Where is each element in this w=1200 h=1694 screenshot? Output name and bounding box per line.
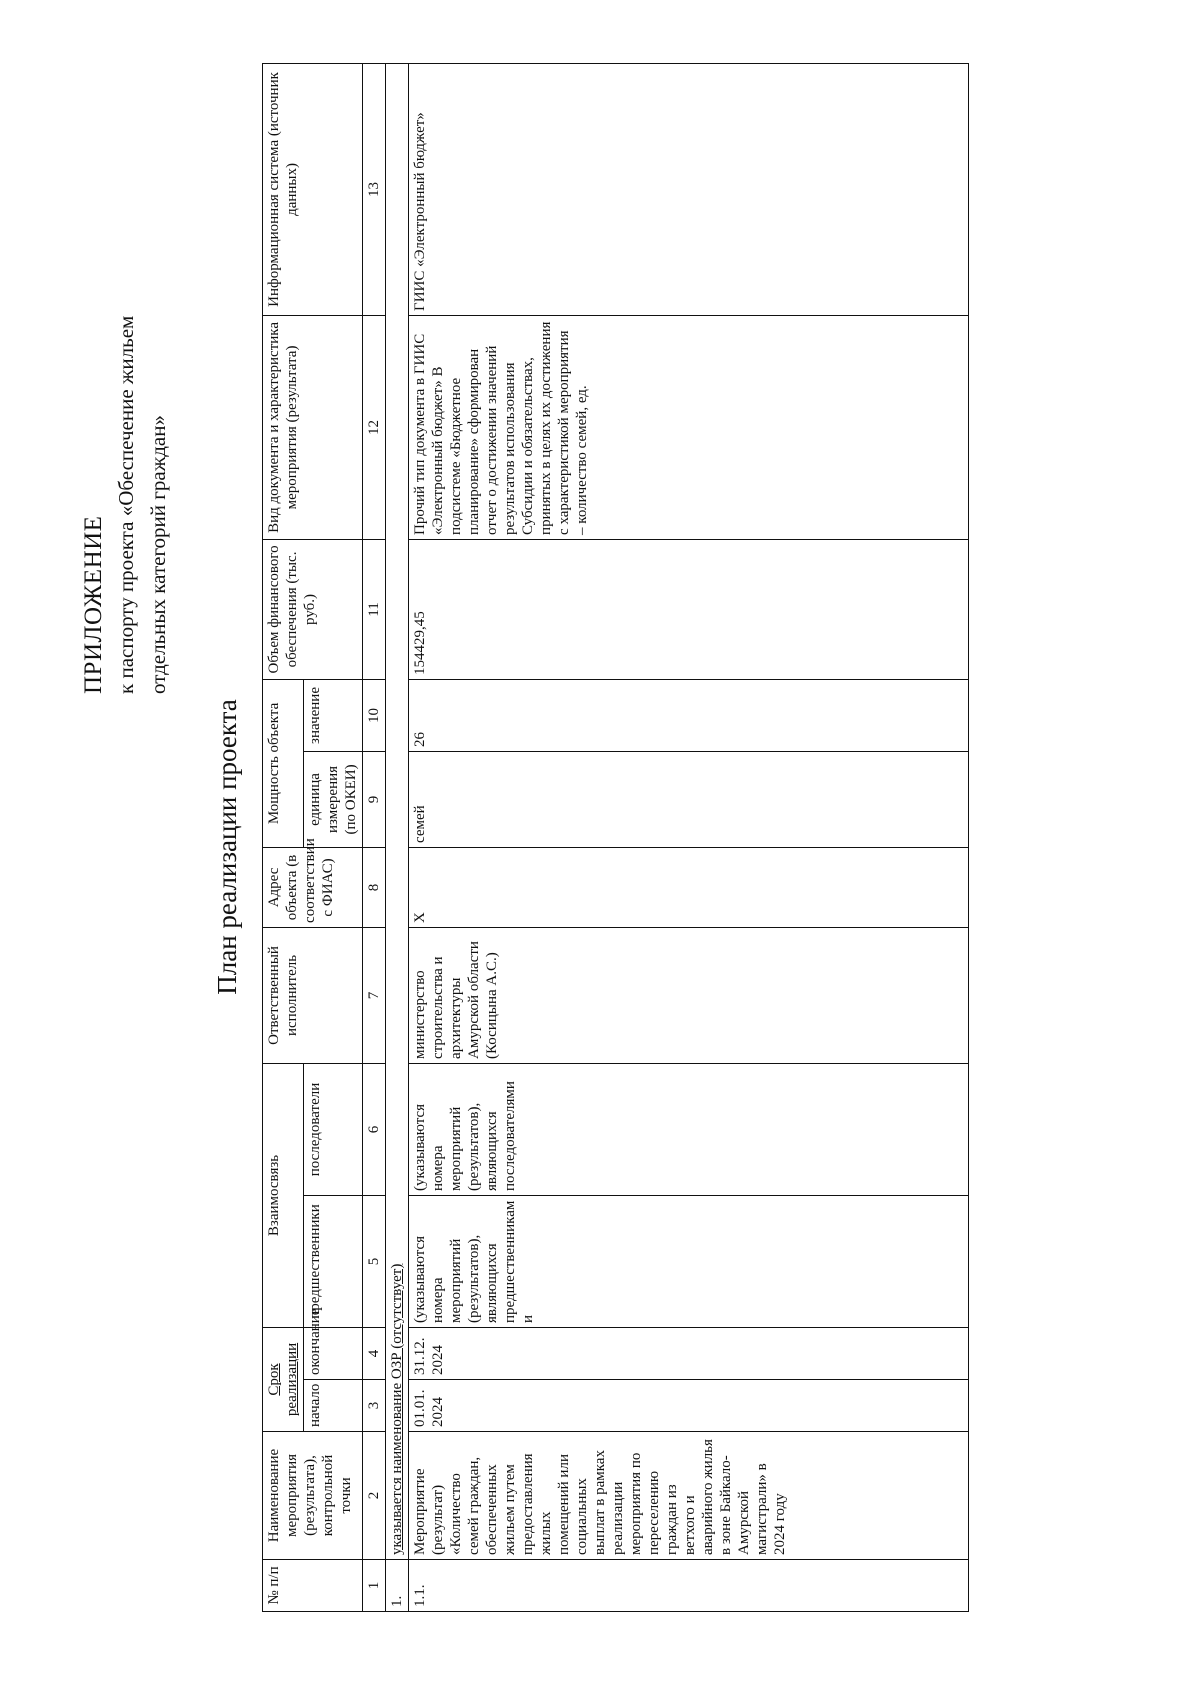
header-term-end: окончание [304, 1327, 363, 1379]
column-number: 12 [363, 315, 386, 539]
row-name: Мероприятие (результат) «Количество семей граждан, обеспеченных жильем путем предоставления жилых помещений или социальных выплат в рамках реализации мероприятия по переселению граждан из ветхого и аварийного жилья в зоне Байкало-Амурской магистрали» в 2024 году [409, 1432, 969, 1560]
column-number: 4 [363, 1327, 386, 1379]
table-row [409, 63, 969, 1611]
header-capacity: Мощность объекта [263, 679, 304, 847]
header-funding: Объем финансового обеспечения (тыс. руб.) [263, 539, 363, 679]
column-number: 9 [363, 751, 386, 847]
row-successors: (указываются номера мероприятий (результатов), являющихся последователями [409, 1063, 969, 1195]
column-number: 10 [363, 679, 386, 751]
column-number: 2 [363, 1432, 386, 1560]
plan-title: План реализации проекта [212, 699, 242, 995]
appendix-header [80, 134, 174, 694]
column-number: 6 [363, 1063, 386, 1195]
row-unit: семей [409, 751, 969, 847]
column-number: 11 [363, 539, 386, 679]
header-row-1 [263, 63, 304, 1611]
header-successors: последователи [304, 1063, 363, 1195]
header-term [263, 1327, 304, 1431]
header-doc-type: Вид документа и характеристика мероприятия (результата) [263, 315, 363, 539]
header-predecessors: предшественники [304, 1195, 363, 1327]
header-info-system: Информационная система (источник данных) [263, 63, 363, 315]
row-predecessors: (указываются номера мероприятий (результатов), являющихся предшественниками [409, 1195, 969, 1327]
row-doc-type: Прочий тип документа в ГИИС «Электронный бюджет» В подсистеме «Бюджетное планирование» сформирован отчет о достижении значений результатов использования Субсидии и обязательствах, принятых в целях их достижения с характеристикой мероприятия – количество семей, ед. [409, 315, 969, 539]
column-number: 13 [363, 63, 386, 315]
section-number: 1. [386, 1560, 409, 1612]
column-number: 7 [363, 927, 386, 1063]
appendix-subtitle-line2: отдельных категорий граждан» [146, 415, 170, 694]
row-start-date: 01.01.2024 [409, 1380, 969, 1432]
header-capacity-value: значение [304, 679, 363, 751]
appendix-subtitle-line1: к паспорту проекта «Обеспечение жильем [114, 315, 138, 694]
section-row [386, 63, 409, 1611]
header-term-start: начало [304, 1380, 363, 1432]
column-number: 8 [363, 847, 386, 927]
row-funding: 154429,45 [409, 539, 969, 679]
row-address: Х [409, 847, 969, 927]
column-number: 3 [363, 1380, 386, 1432]
plan-table [262, 63, 969, 1612]
section-label: указывается наименование ОЗР (отсутствует) [389, 1263, 405, 1555]
appendix-title: ПРИЛОЖЕНИЕ [80, 515, 107, 694]
header-num: № п/п [263, 1560, 363, 1612]
header-relation: Взаимосвязь [263, 1063, 304, 1327]
row-executor: министерство строительства и архитектуры Амурской области (Косицына А.С.) [409, 927, 969, 1063]
column-number: 1 [363, 1560, 386, 1612]
row-value: 26 [409, 679, 969, 751]
row-number: 1.1. [409, 1560, 969, 1612]
header-capacity-unit: единица измерения (по ОКЕИ) [304, 751, 363, 847]
header-term-label: Срок реализации [266, 1342, 300, 1417]
section-label-cell [386, 63, 409, 1559]
row-info-system: ГИИС «Электронный бюджет» [409, 63, 969, 315]
column-number-row [363, 63, 386, 1611]
header-address: Адрес объекта (в соответствии с ФИАС) [263, 847, 363, 927]
header-name: Наименование мероприятия (результата), контрольной точки [263, 1432, 363, 1560]
header-executor: Ответственный исполнитель [263, 927, 363, 1063]
row-end-date: 31.12.2024 [409, 1327, 969, 1379]
column-number: 5 [363, 1195, 386, 1327]
